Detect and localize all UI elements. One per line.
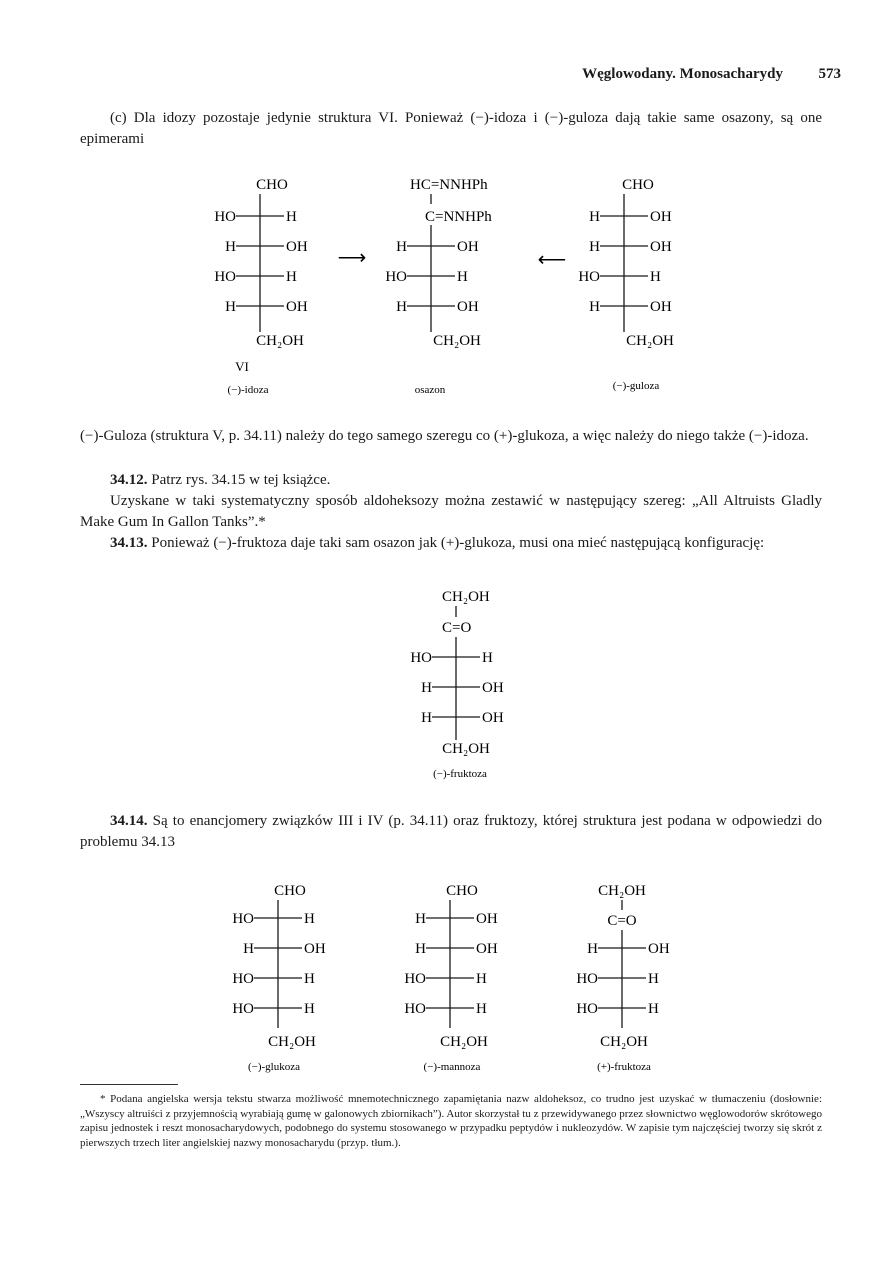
substituent-label: OH: [650, 239, 672, 255]
substituent-label: H: [587, 941, 598, 957]
substituent-label: HO: [404, 1001, 426, 1017]
guloza-top: CHO: [622, 177, 654, 193]
substituent-label: H: [225, 299, 236, 315]
structure-osazon: [385, 177, 492, 396]
osazon-line2: C=NNHPh: [425, 209, 492, 225]
mannoza-top: CHO: [446, 883, 478, 899]
substituent-label: H: [589, 209, 600, 225]
osazon-bottom: CH₂OH: [433, 333, 481, 349]
arrow-right: ⟶: [337, 247, 367, 269]
guloza-caption: (−)-guloza: [612, 380, 660, 392]
substituent-label: H: [476, 971, 487, 987]
idoza-bottom: CH₂OH: [256, 333, 304, 349]
substituent-label: OH: [457, 239, 479, 255]
structure-idoza: [214, 177, 308, 396]
fruktoza-carbonyl: C=O: [442, 620, 472, 636]
osazon-line1: HC=NNHPh: [410, 177, 488, 193]
figure-osazon: [180, 172, 740, 407]
fruktoza-plus-top: CH₂OH: [598, 883, 646, 899]
fruktoza-caption: (−)-fruktoza: [433, 768, 487, 780]
substituent-label: OH: [476, 941, 498, 957]
substituent-label: H: [648, 1001, 659, 1017]
glukoza-top: CHO: [274, 883, 306, 899]
substituent-label: H: [482, 650, 493, 666]
header-title: Węglowodany. Monosacharydy: [582, 66, 783, 82]
fruktoza-bottom: CH₂OH: [442, 741, 490, 757]
substituent-label: HO: [578, 269, 600, 285]
substituent-label: H: [421, 710, 432, 726]
paragraph-c: (c) Dla idozy pozostaje jedynie struktura VI. Ponieważ (−)-idoza i (−)-guloza dają takie same osazony, są one epimerami: [80, 110, 822, 147]
substituent-label: H: [396, 239, 407, 255]
substituent-label: H: [243, 941, 254, 957]
substituent-label: H: [225, 239, 236, 255]
substituent-label: H: [589, 239, 600, 255]
guloza-bottom: CH₂OH: [626, 333, 674, 349]
substituent-label: HO: [232, 1001, 254, 1017]
problem-number: 34.14.: [110, 813, 148, 829]
substituent-label: H: [304, 911, 315, 927]
substituent-label: OH: [650, 299, 672, 315]
substituent-label: H: [476, 1001, 487, 1017]
fruktoza-plus-bottom: CH₂OH: [600, 1034, 648, 1050]
substituent-label: OH: [648, 941, 670, 957]
substituent-label: H: [648, 971, 659, 987]
paragraph-3412: 34.12. Patrz rys. 34.15 w tej książce.: [110, 472, 331, 488]
substituent-label: OH: [286, 299, 308, 315]
substituent-label: HO: [410, 650, 432, 666]
substituent-label: OH: [304, 941, 326, 957]
paragraph-3413: 34.13. Ponieważ (−)-fruktoza daje taki sam osazon jak (+)-glukoza, musi ona mieć następującą konfigurację:: [110, 535, 765, 551]
paragraph-3414: 34.14. Są to enancjomery związków III i IV (p. 34.11) oraz fruktozy, której struktura jest podana w odpowiedzi do problemu 34.13: [80, 813, 822, 850]
substituent-label: HO: [232, 911, 254, 927]
fruktoza-plus-carbonyl: C=O: [607, 913, 637, 929]
structure-mannoza: [404, 883, 498, 1073]
footnote-rule: [80, 1084, 178, 1085]
paragraph-mnemonic: Uzyskane w taki systematyczny sposób aldoheksozy można zestawić w następujący szereg: „All Altruists Gladly Make Gum In Gallon Tanks”.*: [80, 493, 822, 530]
substituent-label: HO: [576, 1001, 598, 1017]
substituent-label: HO: [576, 971, 598, 987]
running-header: [0, 66, 893, 86]
fruktoza-top: CH₂OH: [442, 589, 490, 605]
mannoza-caption: (−)-mannoza: [423, 1061, 481, 1073]
substituent-label: OH: [482, 680, 504, 696]
substituent-label: H: [304, 971, 315, 987]
substituent-label: OH: [286, 239, 308, 255]
paragraph-guloza: (−)-Guloza (struktura V, p. 34.11) należy do tego samego szeregu co (+)-glukoza, a więc należy do niego także (−)-idoza.: [80, 428, 809, 444]
substituent-label: H: [457, 269, 468, 285]
substituent-label: H: [650, 269, 661, 285]
glukoza-caption: (−)-glukoza: [247, 1061, 301, 1073]
substituent-label: H: [421, 680, 432, 696]
substituent-label: HO: [214, 209, 236, 225]
structure-glukoza: [232, 883, 326, 1073]
substituent-label: H: [415, 941, 426, 957]
substituent-label: H: [286, 269, 297, 285]
structure-fruktoza-plus: [576, 883, 670, 1073]
arrow-left: ⟵: [537, 249, 567, 271]
substituent-label: OH: [476, 911, 498, 927]
substituent-label: OH: [482, 710, 504, 726]
substituent-label: H: [415, 911, 426, 927]
substituent-label: HO: [214, 269, 236, 285]
substituent-label: HO: [232, 971, 254, 987]
idoza-caption: (−)-idoza: [227, 384, 269, 396]
substituent-label: H: [286, 209, 297, 225]
osazon-caption: osazon: [414, 384, 446, 396]
idoza-top: CHO: [256, 177, 288, 193]
problem-number: 34.12.: [110, 472, 148, 488]
substituent-label: OH: [650, 209, 672, 225]
figure-enantiomers: [200, 878, 720, 1083]
substituent-label: H: [396, 299, 407, 315]
substituent-label: H: [304, 1001, 315, 1017]
page-number: 573: [818, 66, 841, 82]
substituent-label: OH: [457, 299, 479, 315]
idoza-roman: VI: [235, 359, 249, 374]
mannoza-bottom: CH₂OH: [440, 1034, 488, 1050]
substituent-label: HO: [385, 269, 407, 285]
substituent-label: H: [589, 299, 600, 315]
footnote: * Podana angielska wersja tekstu stwarza możliwość mnemotechnicznego zapamiętania nazw aldoheksoz, co trudno jest uzyskać w tłumaczeniu (dosłownie: „Wszyscy altruiści z przyjemnością wyrabiają gumę w galonowych zbiornikach”). Autor skorzystał tu z przewidywanego przez słownictwo węglowodorów skrótowego zapisu jednostek i reszt monosacharydowych, podobnego do systemu stosowanego w przypadku peptydów i nukleozydów. W zapisie tym najczęściej tworzy się skrót z pierwszych trzech liter angielskiej nazwy monosacharydu (przyp. tłum.).: [80, 1093, 822, 1149]
figure-fruktoza: [380, 584, 540, 789]
problem-number: 34.13.: [110, 535, 148, 551]
substituent-label: HO: [404, 971, 426, 987]
glukoza-bottom: CH₂OH: [268, 1034, 316, 1050]
fruktoza-plus-caption: (+)-fruktoza: [597, 1061, 651, 1073]
structure-guloza: [578, 177, 674, 392]
